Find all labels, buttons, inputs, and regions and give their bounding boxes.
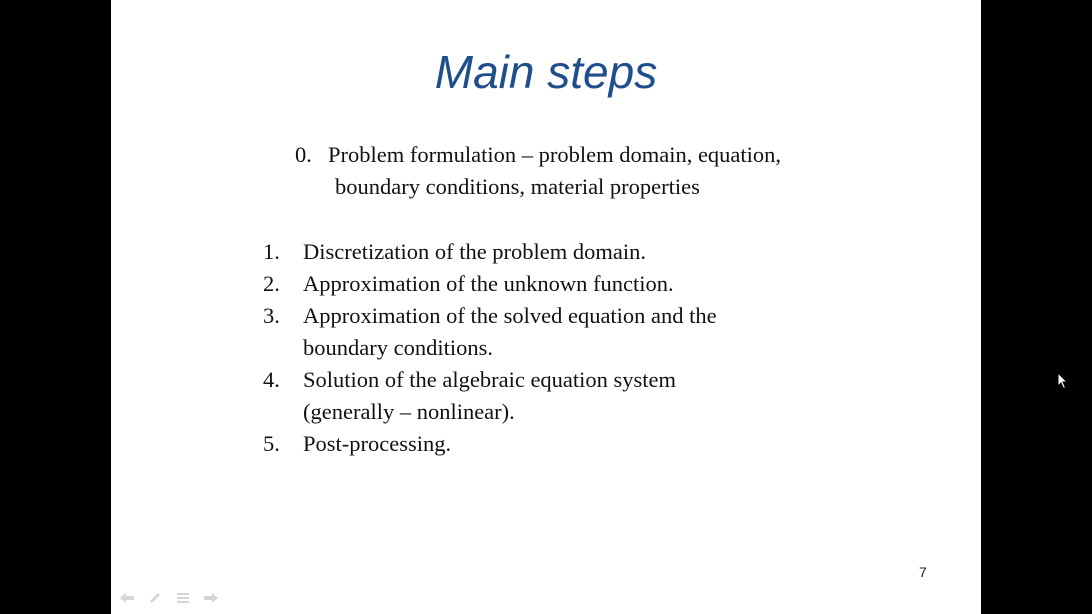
step-text: Approximation of the solved equation and the bbox=[303, 303, 717, 328]
step-text-continued: (generally – nonlinear). bbox=[303, 399, 515, 424]
step-item bbox=[263, 364, 717, 428]
step-list bbox=[263, 236, 717, 460]
step-text-continued: boundary conditions. bbox=[303, 335, 493, 360]
step-number: 4. bbox=[263, 367, 280, 392]
slide-title: Main steps bbox=[434, 46, 658, 98]
page-number: 7 bbox=[919, 564, 927, 580]
step-number: 3. bbox=[263, 303, 280, 328]
step-number: 2. bbox=[263, 271, 280, 296]
step-text: Discretization of the problem domain. bbox=[303, 239, 647, 264]
step-zero-line-2: boundary conditions, material properties bbox=[335, 174, 700, 199]
step-text: Solution of the algebraic equation system bbox=[303, 367, 677, 392]
step-zero-number: 0. bbox=[295, 142, 312, 167]
step-text: Post-processing. bbox=[303, 431, 452, 456]
step-number: 1. bbox=[263, 239, 280, 264]
slide-menu-icon[interactable] bbox=[174, 589, 192, 607]
step-item bbox=[263, 236, 717, 268]
mouse-cursor-icon bbox=[1057, 372, 1069, 390]
step-text: Approximation of the unknown function. bbox=[303, 271, 674, 296]
pen-icon[interactable] bbox=[146, 589, 164, 607]
step-zero bbox=[295, 139, 781, 203]
step-item bbox=[263, 300, 717, 364]
step-item bbox=[263, 268, 717, 300]
slideshow-controls bbox=[118, 589, 220, 607]
step-number: 5. bbox=[263, 431, 280, 456]
step-zero-line-1: Problem formulation – problem domain, equation, bbox=[328, 142, 782, 167]
step-item bbox=[263, 428, 717, 460]
previous-slide-icon[interactable] bbox=[118, 589, 136, 607]
slide[interactable] bbox=[111, 0, 981, 614]
next-slide-icon[interactable] bbox=[202, 589, 220, 607]
